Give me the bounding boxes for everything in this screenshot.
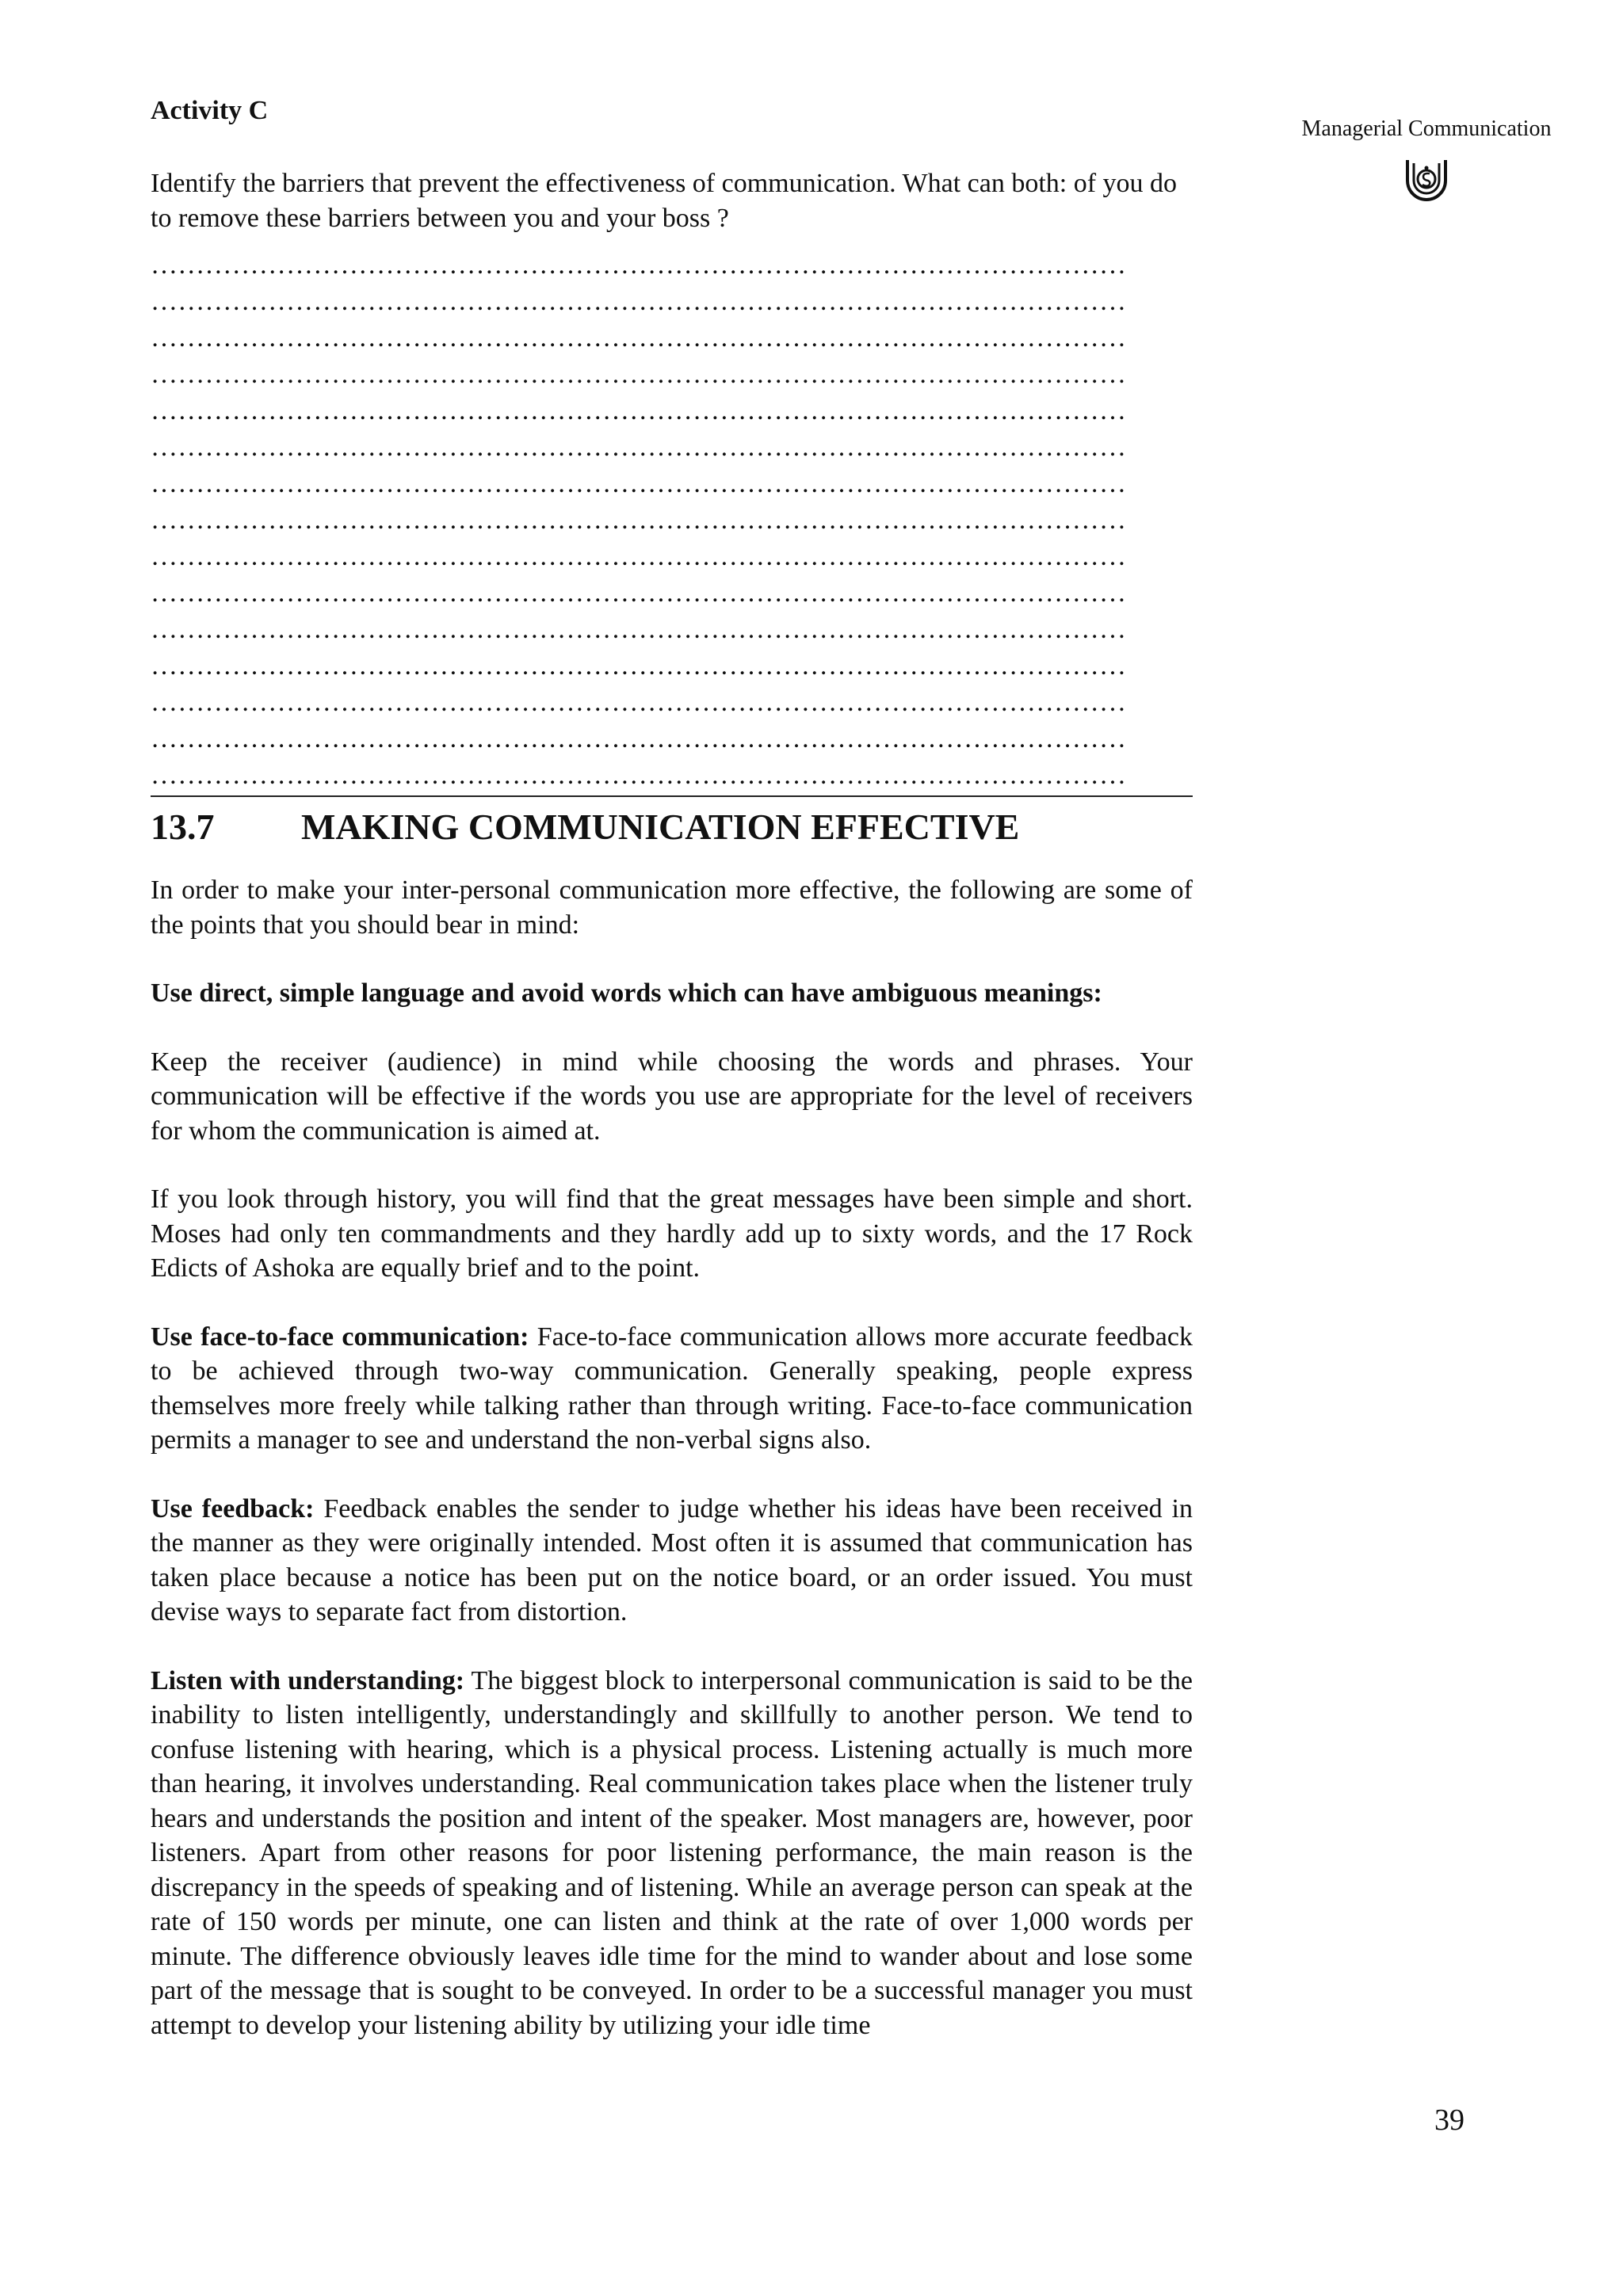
text-face-to-face: Face-to-face communication allows more accurate feedback to be achieved through two-way communication. Generally speaking, people express themselves more freely while talking rather than through writing. Face-to-face communication permits a manager to see and understand the non-verbal signs also. xyxy=(151,1322,1193,1455)
section-title: MAKING COMMUNICATION EFFECTIVE xyxy=(301,807,1020,847)
running-header xyxy=(1284,116,1569,203)
section-divider xyxy=(151,795,1193,797)
answer-line: ……………………………………………………………………………………………… xyxy=(151,287,1127,316)
section-heading xyxy=(151,805,1193,849)
paragraph-listen xyxy=(151,1664,1193,2043)
answer-line: ……………………………………………………………………………………………… xyxy=(151,615,1127,644)
answer-line: ……………………………………………………………………………………………… xyxy=(151,469,1127,498)
answer-line: ……………………………………………………………………………………………… xyxy=(151,578,1127,608)
answer-line: ……………………………………………………………………………………………… xyxy=(151,360,1127,389)
answer-lines xyxy=(151,247,1193,794)
label-listen: Listen with understanding: xyxy=(151,1665,465,1695)
ignou-seal-icon xyxy=(1400,149,1453,203)
label-feedback: Use feedback: xyxy=(151,1493,315,1524)
answer-line: ……………………………………………………………………………………………… xyxy=(151,761,1127,790)
section-number: 13.7 xyxy=(151,807,215,847)
answer-line: ……………………………………………………………………………………………… xyxy=(151,505,1127,535)
text-listen: The biggest block to interpersonal communication is said to be the inability to listen intelligently, understandingly and skillfully to another person. We tend to confuse listening with hearing, which is a physical process. Listening actually is much more than hearing, it involves understanding. Real communication takes place when the listener truly hears and understands the position and intent of the speaker. Most managers are, however, poor listeners. Apart from other reasons for poor listening performance, the main reason is the discrepancy in the speeds of speaking and of listening. While an average person can speak at the rate of 150 words per minute, one can listen and think at the rate of over 1,000 words per minute. The difference obviously leaves idle time for the mind to wander about and lose some part of the message that is sought to be conveyed. In order to be a successful manager you must attempt to develop your listening ability by utilizing your idle time xyxy=(151,1665,1193,2040)
answer-line: ……………………………………………………………………………………………… xyxy=(151,433,1127,462)
intro-paragraph: In order to make your inter-personal communication more effective, the following are some of the points that you should bear in mind: xyxy=(151,875,1193,940)
paragraph-receiver: Keep the receiver (audience) in mind while choosing the words and phrases. Your communication will be effective if the words you use are appropriate for the level of receivers for whom the communication is aimed at. xyxy=(151,1047,1193,1146)
answer-line: ……………………………………………………………………………………………… xyxy=(151,396,1127,425)
page-number: 39 xyxy=(1434,2103,1465,2137)
text-feedback: Feedback enables the sender to judge whether his ideas have been received in the manner as they were originally intended. Most often it is assumed that communication has taken place because a notice has been put on the notice board, or an order issued. You must devise ways to separate fact from distortion. xyxy=(151,1493,1193,1627)
answer-line: ……………………………………………………………………………………………… xyxy=(151,651,1127,681)
activity-heading: Activity C xyxy=(151,96,269,125)
answer-line: ……………………………………………………………………………………………… xyxy=(151,323,1127,353)
activity-question: Identify the barriers that prevent the effectiveness of communication. What can both: of you do to remove these barriers between you and your boss ? xyxy=(151,169,1178,233)
answer-line: ……………………………………………………………………………………………… xyxy=(151,250,1127,280)
main-column xyxy=(151,95,1193,2042)
header-title: Managerial Communication xyxy=(1301,116,1552,141)
paragraph-face-to-face xyxy=(151,1320,1193,1458)
answer-line: ……………………………………………………………………………………………… xyxy=(151,688,1127,717)
answer-line: ……………………………………………………………………………………………… xyxy=(151,724,1127,753)
paragraph-feedback xyxy=(151,1492,1193,1630)
answer-line: ……………………………………………………………………………………………… xyxy=(151,542,1127,571)
label-face-to-face: Use face-to-face communication: xyxy=(151,1322,529,1352)
paragraph-history: If you look through history, you will find that the great messages have been simple and short. Moses had only ten commandments and they hardly add up to sixty words, and the 17 Rock Edicts of Ashoka are equally brief and to the point. xyxy=(151,1184,1193,1283)
point-heading-language: Use direct, simple language and avoid words which can have ambiguous meanings: xyxy=(151,978,1102,1008)
